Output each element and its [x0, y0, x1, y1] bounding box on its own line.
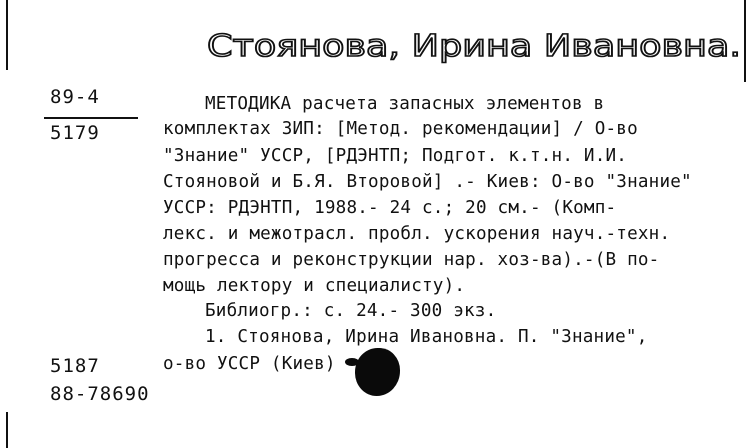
body-line: УССР: РДЭНТП, 1988.- 24 с.; 20 см.- (Комп-: [163, 198, 617, 218]
call-number-top: 89-4: [50, 86, 100, 108]
heading-text: Стоянова, Ирина Ивановна.: [207, 29, 741, 64]
accession-number: 5187: [50, 355, 100, 377]
body-line: "Знание" УССР, [РДЭНТП; Подгот. к.т.н. И.И.: [163, 146, 628, 166]
call-number-divider: [44, 117, 138, 119]
ink-blot: [355, 348, 400, 396]
body-line: Библиогр.: с. 24.- 300 экз.: [205, 301, 497, 321]
call-number-bottom: 5179: [50, 122, 100, 144]
registration-number: 88-78690: [50, 383, 150, 405]
body-line: 1. Стоянова, Ирина Ивановна. П. "Знание",: [205, 327, 648, 347]
left-edge-mark-bottom: [6, 412, 8, 448]
body-line: Стояновой и Б.Я. Второвой] .- Киев: О-во "Знание": [163, 172, 692, 192]
left-edge-mark: [6, 0, 8, 70]
body-line: прогресса и реконструкции нар. хоз-ва).-(В по-: [163, 250, 660, 270]
card-heading: [205, 14, 745, 76]
body-line: МЕТОДИКА расчета запасных элементов в: [205, 94, 605, 114]
body-line: мощь лектору и специалисту).: [163, 276, 466, 296]
body-line: о-во УССР (Киев): [163, 354, 336, 374]
body-line: комплектах ЗИП: [Метод. рекомендации] / О-во: [163, 119, 638, 139]
body-line: лекс. и межотрасл. пробл. ускорения науч.-техн.: [163, 224, 671, 244]
